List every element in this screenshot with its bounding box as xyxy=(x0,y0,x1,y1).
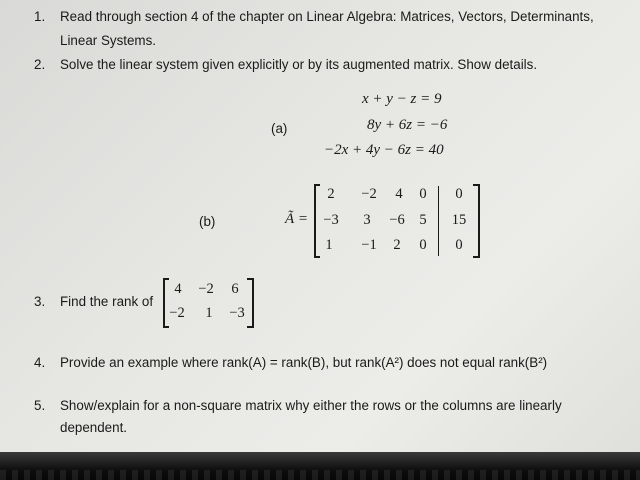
item-1-text-continued: Linear Systems. xyxy=(60,33,157,48)
equation-2: 8y + 6z = −6 xyxy=(367,117,448,133)
matrix-cell: −2 xyxy=(361,186,377,202)
matrix-cell: 1 xyxy=(325,237,333,253)
item-1-text: Read through section 4 of the chapter on Linear Algebra: Matrices, Vectors, Determinants, xyxy=(60,9,594,24)
item-2-number: 2. xyxy=(34,57,46,72)
rank-matrix-cell: 6 xyxy=(231,281,239,297)
item-5-text-continued: dependent. xyxy=(60,420,128,435)
rank-matrix-cell: 1 xyxy=(205,305,213,321)
item-5-text: Show/explain for a non-square matrix why either the rows or the columns are linearly xyxy=(60,398,562,413)
matrix-cell: −6 xyxy=(389,212,405,228)
matrix-cell: 0 xyxy=(419,186,427,202)
rank-matrix-right-bracket xyxy=(252,278,254,328)
part-a-label: (a) xyxy=(271,121,288,136)
matrix-cell: −1 xyxy=(361,237,377,253)
rank-matrix-cell: −2 xyxy=(169,305,185,321)
item-2-text: Solve the linear system given explicitly or by its augmented matrix. Show details. xyxy=(60,57,538,72)
screen-bottom-edge xyxy=(0,452,640,480)
item-4-number: 4. xyxy=(34,355,46,370)
item-1-number: 1. xyxy=(34,9,46,24)
matrix-cell: 0 xyxy=(455,237,463,253)
rank-matrix-cell: −2 xyxy=(198,281,214,297)
matrix-cell: 15 xyxy=(451,212,467,228)
matrix-cell: 3 xyxy=(363,212,371,228)
matrix-cell: 5 xyxy=(419,212,427,228)
equation-3: −2x + 4y − 6z = 40 xyxy=(324,142,444,158)
matrix-right-bracket xyxy=(478,184,480,258)
item-5-number: 5. xyxy=(34,398,46,413)
item-4-text: Provide an example where rank(A) = rank(B), but rank(A²) does not equal rank(B²) xyxy=(60,355,548,370)
item-3-number: 3. xyxy=(34,294,46,309)
part-b-label: (b) xyxy=(199,214,216,229)
equation-1: x + y − z = 9 xyxy=(362,91,442,107)
matrix-cell: 4 xyxy=(395,186,403,202)
augment-separator xyxy=(438,186,439,256)
matrix-cell: 2 xyxy=(393,237,401,253)
item-3-text: Find the rank of xyxy=(60,294,154,309)
matrix-cell: 2 xyxy=(327,186,335,202)
matrix-cell: 0 xyxy=(419,237,427,253)
rank-matrix-cell: 4 xyxy=(174,281,182,297)
augmented-matrix-name: Ã = xyxy=(285,211,309,227)
matrix-cell: 0 xyxy=(455,186,463,202)
matrix-cell: −3 xyxy=(323,212,339,228)
rank-matrix-cell: −3 xyxy=(229,305,245,321)
